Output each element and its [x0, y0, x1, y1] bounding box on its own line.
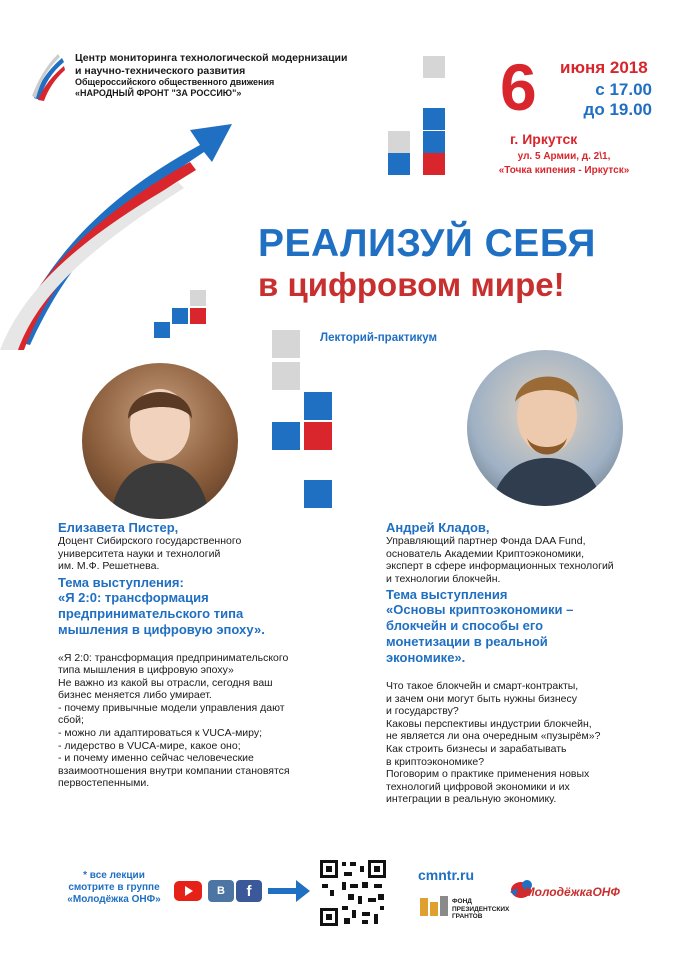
event-time [560, 80, 652, 120]
speaker-left-desc-line: - и почему именно сейчас человеческие [58, 752, 254, 765]
speaker-right-topic-line-3: монетизации в реальной [386, 634, 548, 649]
fund-line-1: ФОНД [452, 898, 472, 905]
speaker-left-role-line-2: университета науки и технологий [58, 547, 221, 560]
event-time-to: до 19.00 [583, 100, 652, 119]
site-link[interactable]: cmntr.ru [418, 867, 475, 883]
speaker-right-topic-line-4: экономике». [386, 650, 466, 665]
speaker-left-desc-line: взаимоотношения внутри компании становятся [58, 764, 290, 777]
speaker-left-desc-line: - можно ли адаптироваться к VUCA-миру; [58, 727, 263, 740]
footer-note-line-3: «Молодёжка ОНФ» [67, 894, 161, 905]
speaker-right-desc-line: технологий цифровой экономики и их [386, 780, 570, 793]
speaker-left-role [58, 535, 308, 573]
speaker-left-desc-line: - почему привычные модели управления дают [58, 701, 285, 714]
speaker-left-name: Елизавета Пистер, [58, 520, 179, 535]
speaker-left-desc-line: - лидерство в VUCA-мире, какое оно; [58, 739, 241, 752]
fund-line-3: ГРАНТОВ [452, 913, 483, 920]
speaker-left-role-line-1: Доцент Сибирского государственного [58, 535, 242, 547]
org-line-3: Общероссийского общественного движения [75, 77, 275, 87]
speaker-left-desc-line: бизнес меняется либо умирает. [58, 689, 212, 702]
org-line-2: и научно-технического развития [75, 64, 246, 77]
speaker-right-role-line-1: Управляющий партнер Фонда DAA Fund, [386, 535, 586, 547]
event-address [490, 150, 638, 178]
speaker-right-desc-line: интеграции в реальную экономику. [386, 793, 557, 806]
qr-code-icon[interactable] [318, 858, 388, 928]
onf-hashtag[interactable]: #МолодёжкаОНФ [518, 885, 620, 899]
event-address-line-1: ул. 5 Армии, д. 2\1, [517, 151, 611, 162]
speaker-right-role-line-4: и технологии блокчейн. [386, 572, 501, 585]
speaker-right-photo [467, 350, 623, 506]
speaker-left-desc-line: сбой; [58, 714, 84, 727]
speaker-right-topic-head: Тема выступления [386, 587, 508, 602]
speaker-left-topic-line-2: предпринимательского типа [58, 605, 244, 621]
speaker-left-description [58, 652, 308, 791]
speaker-right-description [386, 680, 656, 806]
org-line-4: «НАРОДНЫЙ ФРОНТ "ЗА РОССИЮ"» [75, 88, 242, 98]
speaker-right-name: Андрей Кладов, [386, 520, 490, 535]
presidential-grants-label [452, 898, 512, 921]
speaker-left-topic-line-1: «Я 2:0: трансформация [58, 589, 209, 605]
facebook-icon[interactable]: f [236, 880, 262, 902]
org-line-1: Центр мониторинга технологической модернизации [75, 52, 348, 64]
headline-subtitle: Лекторий-практикум [320, 332, 438, 344]
speaker-right-desc-line: Как строить бизнесы и зарабатывать [386, 742, 567, 755]
speaker-right-topic-line-1: «Основы криптоэкономики – [386, 602, 574, 617]
onf-logo-icon [32, 52, 66, 102]
speaker-right-desc-line: не является ли она очередным «пузырём»? [386, 730, 601, 743]
speaker-right-desc-line: Что такое блокчейн и смарт-контракты, [386, 680, 579, 692]
speaker-right-desc-line: в криптоэкономике? [386, 755, 485, 768]
speaker-left-role-line-3: им. М.Ф. Решетнева. [58, 560, 160, 572]
youtube-icon[interactable] [174, 881, 202, 906]
speaker-left-topic [58, 590, 308, 638]
headline-line-2: в цифровом мире! [258, 266, 565, 303]
speaker-left-desc-line: «Я 2:0: трансформация предпринимательского [58, 651, 289, 664]
speaker-right-role [386, 535, 656, 585]
footer-note [58, 870, 170, 906]
arrow-right-icon [268, 880, 310, 902]
fund-line-2: ПРЕЗИДЕНТСКИХ [452, 905, 510, 913]
footer-note-line-1: * все лекции [83, 870, 145, 881]
event-month-year: июня 2018 [560, 58, 648, 77]
speaker-left [58, 520, 308, 790]
vk-icon[interactable]: В [208, 880, 234, 902]
speaker-right-portrait-icon [467, 350, 623, 506]
speaker-left-photo [82, 363, 238, 519]
event-time-from: с 17.00 [595, 80, 652, 99]
speaker-right-role-line-3: эксперт в сфере информационных технологий [386, 560, 614, 572]
event-city: г. Иркутск [510, 131, 578, 147]
headline-line-1: РЕАЛИЗУЙ СЕБЯ [258, 222, 596, 265]
speaker-left-desc-line: типа мышления в цифровую эпоху» [58, 664, 234, 677]
speaker-right-topic-line-2: блокчейн и способы его [386, 618, 544, 633]
org-title [75, 52, 405, 99]
pixel-squares-mid [150, 290, 240, 340]
speaker-right-topic [386, 602, 656, 666]
speaker-right-desc-line: и государству? [386, 705, 459, 718]
footer-note-line-2: смотрите в группе [68, 882, 160, 893]
pixel-squares-center [272, 330, 336, 510]
speaker-left-topic-line-3: мышления в цифровую эпоху». [58, 621, 265, 637]
speaker-right-desc-line: Поговорим о практике применения новых [386, 768, 590, 781]
speaker-right [386, 520, 656, 806]
event-day: 6 [500, 50, 537, 124]
speaker-left-desc-line: первостепенными. [58, 777, 150, 790]
speaker-right-desc-line: Каковы перспективы индустрии блокчейн, [386, 717, 592, 730]
event-address-line-2: «Точка кипения - Иркутск» [498, 165, 630, 176]
speaker-left-portrait-icon [82, 363, 238, 519]
speaker-left-topic-head: Тема выступления: [58, 574, 184, 590]
presidential-grants-logo-icon [420, 896, 448, 918]
speaker-right-desc-line: и зачем они могут быть нужны бизнесу [386, 692, 577, 705]
speaker-right-role-line-2: основатель Академии Криптоэкономики, [386, 547, 585, 560]
speaker-left-desc-line: Не важно из какой вы отрасли, сегодня ваш [58, 676, 273, 689]
